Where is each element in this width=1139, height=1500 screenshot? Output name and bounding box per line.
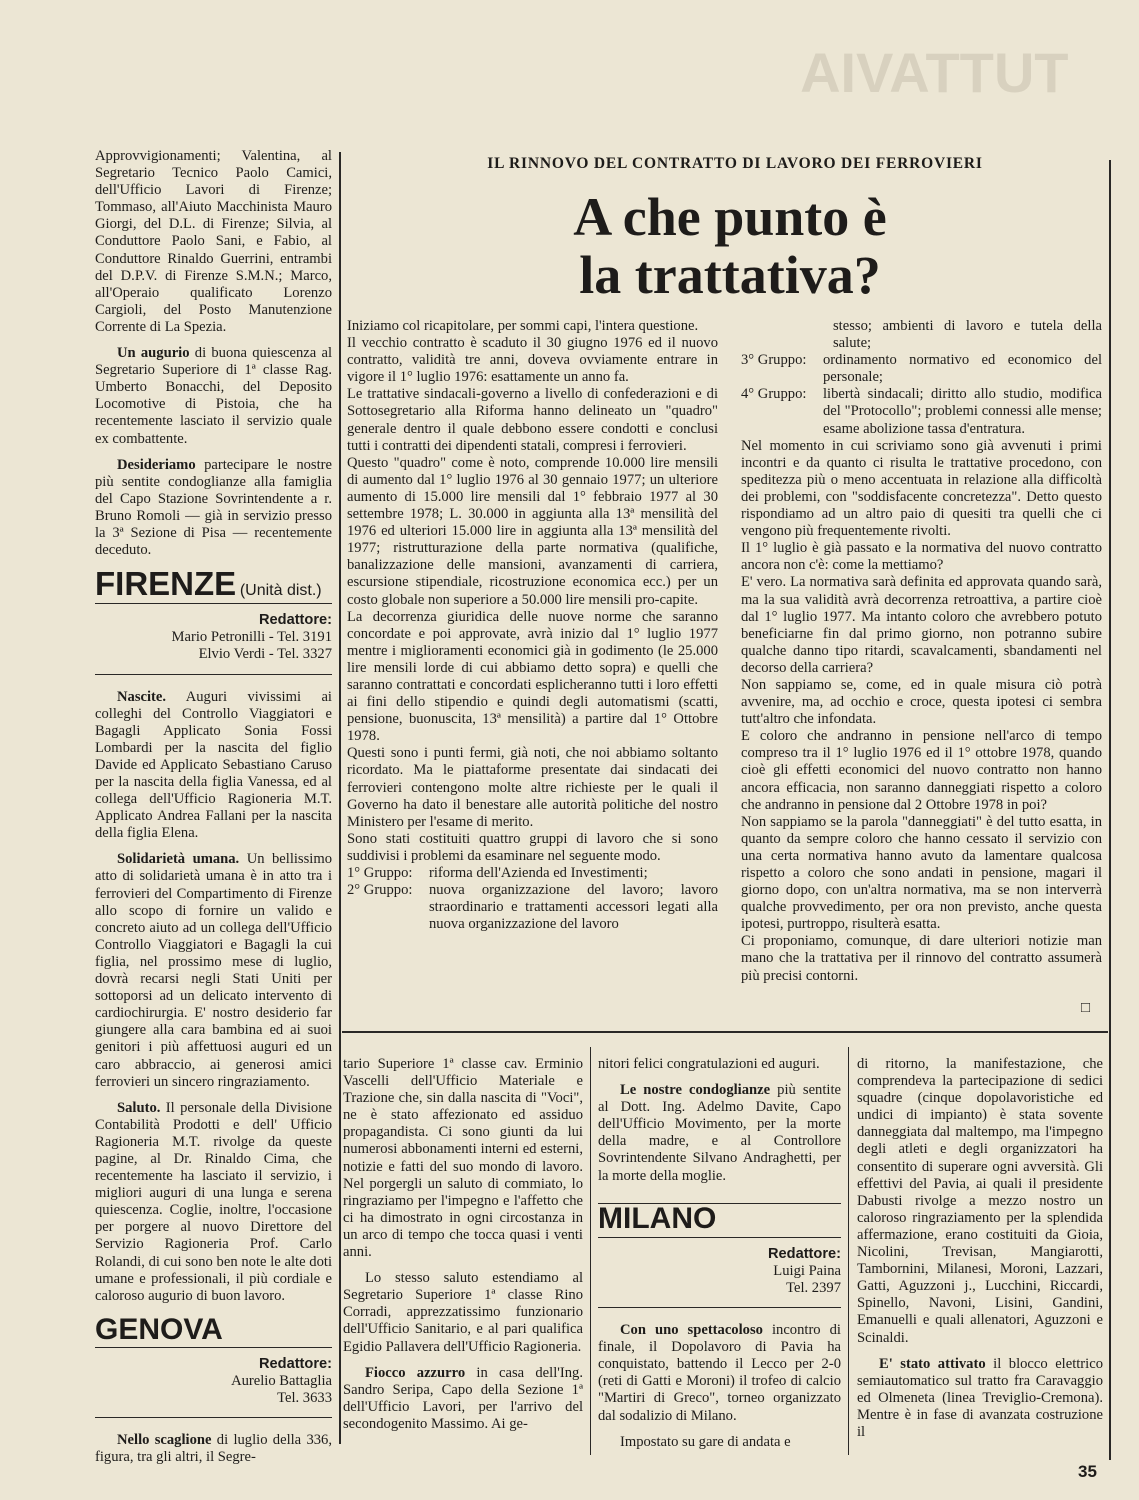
paragraph: Nel momento in cui scriviamo sono già avvenuti i primi incontri e da quanto ci risulta le trattative procedono, con speditezza più o meno accentuata in relazione alla difficoltà dei problemi, con "soddisfacente concretezza". Detto questo rispondiamo ad un altro paio di quesiti tra quelli che ci vengono più frequentemente rivolti.: [741, 437, 1102, 540]
section-header-milano: [598, 1203, 841, 1238]
editor-label: Redattore:: [259, 1355, 332, 1372]
editor-name: Aurelio Battaglia: [231, 1373, 332, 1389]
paragraph: di ritorno, la manifestazione, che comprendeva la partecipazione di sedici squadre (cinque dopolavoristiche ed undici di impianto) è stata sovente danneggiata dal maltempo, ma l'impegno degli atleti e degli organizzatori ha consentito di superare ogni avversità. Gli effettivi del Pavia, ai quali il presidente Dabusti rivolge a mezzo nostro un caloroso ringraziamento per la splendida affermazione, erano costituiti da Gioia, Nicolini, Trevisan, Mangiarotti, Tambornini, Milanesi, Moroni, Lazzari, Gatti, Aguzzoni j., Lucchini, Riccardi, Spinello, Navoni, Lisini, Gandini, Emanuelli e quali allenatori, Aguzzoni e Scinaldi.: [857, 1056, 1103, 1346]
bottom-column-3: [857, 1056, 1103, 1441]
lead-in: Fiocco azzurro: [365, 1364, 466, 1381]
paragraph: Un augurio di buona quiescenza al Segretario Superiore di 1ª classe Rag. Umberto Bonacchi, del Deposito Locomotive di Pistoia, che ha recentemente lasciato il servizio quale ex combattente.: [95, 345, 333, 447]
group-item: [347, 865, 718, 882]
group-label: 3° Gruppo:: [741, 352, 807, 369]
page-number: 35: [1078, 1462, 1097, 1481]
paragraph: Non sappiamo se, come, ed in quale misura ciò potrà avvenire, ma, ad occhio e croce, questa ipotesi ci sembra tutt'altro che infondata.: [741, 676, 1102, 728]
section-header-genova: [95, 1312, 332, 1348]
article-bottom-rule: [342, 1031, 1108, 1033]
article-kicker: IL RINNOVO DEL CONTRATTO DI LAVORO DEI FERROVIERI: [487, 155, 983, 172]
lead-in: Un augurio: [117, 345, 190, 362]
paragraph: Lo stesso saluto estendiamo al Segretario Superiore 1ª classe Rino Corradi, apprezzatissimo funzionario dell'Ufficio Sanitario, e al pari qualifica Egidio Pallavera dell'Ufficio Ragioneria.: [343, 1270, 583, 1355]
group-text: nuova organizzazione del lavoro; lavoro straordinario e trattamenti accessori legati alla nuova organizzazione del lavoro: [429, 882, 718, 933]
section-header-firenze: [95, 565, 332, 604]
paragraph: Il vecchio contratto è scaduto il 30 giugno 1976 ed il nuovo contratto, validità tre anni, doveva ovviamente entrare in vigore il 1° luglio 1976: esattamente un anno fa.: [347, 335, 718, 386]
paragraph: Iniziamo col ricapitolare, per sommi capi, l'intera questione.: [347, 318, 699, 334]
group-label: 1° Gruppo:: [347, 865, 413, 881]
group-item: [741, 386, 1102, 437]
column-rule: [1109, 160, 1111, 1460]
group-text: ordinamento normativo ed economico del personale;: [823, 352, 1102, 386]
lead-in: Nascite.: [117, 688, 167, 705]
paragraph: E' vero. La normativa sarà definita ed approvata quando sarà, ma la sua validità avrà decorrenza retroattiva, a partire cioè dal 1° luglio 1977. Ma intanto coloro che avrebbero potuto beneficiarne fin dal primo giorno, non potranno subire qualche danno tipo ritardi, scavalcamenti, sbandamenti nel decorso della carriera?: [741, 574, 1102, 676]
paragraph: Fiocco azzurro in casa dell'Ing. Sandro Seripa, Capo della Sezione 1ª dell'Ufficio Lavori, per l'arrivo del secondogenito Massimo. Ai ge-: [343, 1364, 583, 1432]
paragraph: E coloro che andranno in pensione nell'arco di tempo compreso tra il 1° luglio 1976 ed il 1° ottobre 1978, quando cioè gli effetti economici del nuovo contratto non hanno ancora efficacia, non saranno danneggiati rispetto a coloro che andranno in pensione dal 2 Ottobre 1978 in poi?: [741, 728, 1102, 813]
paragraph: tario Superiore 1ª classe cav. Erminio Vascelli dell'Ufficio Materiale e Trazione che, sin dalla nascita di "Voci", ne è stato affezionato ed assiduo propagandista. Ci sono giunti da lui numerosi abbonamenti interni ed esterni, notizie e fatti del suo mondo di lavoro. Nel porgergli un saluto di commiato, lo ringraziamo per l'impegno e l'affetto che ci ha dimostrato in ogni circostanza in un arco di tempo che tocca quasi i venti anni.: [343, 1056, 583, 1261]
group-text: riforma dell'Azienda ed Investimenti;: [429, 865, 648, 881]
section-title: GENOVA: [95, 1312, 223, 1346]
group-item: [347, 882, 718, 933]
left-column: [95, 148, 332, 1466]
editor-box-genova: [95, 1356, 332, 1418]
paragraph: Le trattative sindacali-governo a livello di confederazioni e di Sottosegretario alla Riforma hanno delineato un "quadro" generale dentro il quale debbono essere condotti e conclusi tutti i contratti dei dipendenti statali, compresi i ferrovieri.: [347, 386, 718, 454]
paragraph: E' stato attivato il blocco elettrico semiautomatico sul tratto fra Caravaggio ed Olmeneta (linea Treviglio-Cremona). Mentre è in fase di avanzata costruzione il: [857, 1355, 1103, 1440]
article-column-left: [347, 318, 718, 933]
section-title: FIRENZE: [95, 565, 237, 603]
end-mark-icon: □: [1081, 1000, 1091, 1016]
group-item: [741, 352, 1102, 386]
paragraph: Il 1° luglio è già passato e la normativa del nuovo contratto ancora non c'è: come la mettiamo?: [741, 540, 1102, 574]
column-rule: [848, 1047, 849, 1455]
show-through-text: TUTTAVIA: [800, 41, 1069, 104]
editor-box-milano: [598, 1246, 841, 1308]
paragraph: stesso; ambienti di lavoro e tutela della salute;: [833, 318, 1102, 352]
paragraph: Nello scaglione di luglio della 336, figura, tra gli altri, il Segre-: [95, 1432, 332, 1466]
paragraph: Nascite. Auguri vivissimi ai colleghi del Controllo Viaggiatori e Bagagli Applicato Sonia Fossi Lombardi per la nascita del figlio Davide ed Applicato Sebastiano Caruso per la nascita della figlia Vanessa, ed al collega dell'Ufficio Ragioneria M.T. Applicato Andrea Fallani per la nascita della figlia Elena.: [95, 688, 332, 842]
paragraph: Approvvigionamenti; Valentina, al Segretario Tecnico Paolo Camici, dell'Ufficio Lavori di Firenze; Tommaso, all'Aiuto Macchinista Mauro Giorgi, del D.L. di Firenze; Silvia, al Conduttore Paolo Sani, e Fabio, al Conduttore Rinaldo Guerrini, entrambi del D.P.V. di Firenze S.M.N.; Marco, all'Operaio qualificato Lorenzo Cargioli, del Posto Manutenzione Corrente di La Spezia.: [95, 148, 332, 335]
paragraph: Impostato su gare di andata e: [620, 1433, 791, 1450]
section-title: MILANO: [598, 1201, 717, 1235]
paragraph: La decorrenza giuridica delle nuove norme che saranno concordate e poi approvate, avrà inizio dal 1° luglio 1977 mentre i miglioramenti economici già in godimento (le 25.000 lire mensili lorde di cui abbiamo detto sopra) e quelli che saranno contrattati e concordati esplicheranno tutti i loro effetti ai fini dello stipendio e quindi degli automatismi (scatti, pensione, buonuscita, 13ª mensilità) a partire dal 1° Ottobre 1978.: [347, 608, 718, 745]
paragraph: nitori felici congratulazioni ed auguri.: [598, 1056, 820, 1072]
lead-in: E' stato attivato: [879, 1355, 986, 1372]
editor-name: Elvio Verdi - Tel. 3327: [198, 646, 332, 663]
editor-name: Tel. 2397: [786, 1279, 841, 1296]
lead-in: Con uno spettacoloso: [620, 1322, 763, 1339]
editor-name: Mario Petronilli - Tel. 3191: [171, 629, 332, 646]
paragraph: Con uno spettacoloso incontro di finale, il Dopolavoro di Pavia ha conquistato, battendo il Lecco per 2-0 (reti di Gatti e Moroni) il trofeo di calcio "Martiri di Greco", torneo organizzato dal sodalizio di Milano.: [598, 1322, 841, 1424]
editor-label: Redattore:: [259, 612, 332, 629]
lead-in: Solidarietà umana.: [117, 851, 240, 868]
paragraph: Questi sono i punti fermi, già noti, che noi abbiamo soltanto ricordato. Ma le piattaforme presentate dai sindacati dei ferrovieri contengono molte altre richieste per le quali il Governo ha dato il benestare alle autorità politiche del nostro Ministero per l'esame di merito.: [347, 745, 718, 830]
paragraph: Sono stati costituiti quattro gruppi di lavoro che si sono suddivisi i problemi da esaminare nel seguente modo.: [347, 830, 718, 864]
paragraph: Desideriamo partecipare le nostre più sentite condoglianze alla famiglia del Capo Stazione Sovrintendente a r. Bruno Romoli — già in servizio presso la 3ª Sezione di Pisa — recentemente deceduto.: [95, 456, 332, 559]
section-subtitle: (Unità dist.): [239, 582, 322, 600]
paragraph: Ci proponiamo, comunque, di dare ulteriori notizie man mano che la trattativa per il rinnovo del contratto assumerà più precisi contorni.: [741, 933, 1102, 984]
group-label: 2° Gruppo:: [347, 882, 413, 899]
lead-in: Nello scaglione: [117, 1432, 212, 1449]
column-rule: [590, 1047, 591, 1455]
paragraph: Non sappiamo se la parola "danneggiati" è del tutto esatta, in quanto da sempre coloro che hanno cessato il servizio con una certa normativa hanno avuto da lamentare qualcosa rispetto a coloro che sono andati in pensione, magari il giorno dopo, con un'altra normativa, ma se non interverrà qualche provvedimento, per ora non previsto, anche questa ipotesi, purtroppo, risulterà esatta.: [741, 813, 1102, 933]
paragraph: Questo "quadro" come è noto, comprende 10.000 lire mensili di aumento dal 1° luglio 1976 al 30 gennaio 1977; un ulteriore aumento di 15.000 lire mensili dal 1° febbraio 1977 al 30 settembre 1978; L. 30.000 in aggiunta alla 13ª mensilità del 1976 ed ulteriori 15.000 lire in aggiunta alla 13ª mensilità del 1977; ristrutturazione della parte normativa (qualifiche, banalizzazione delle mansioni, avanzamenti di carriera, escursione stipendiale, ricostruzione economica ecc.) per un costo globale non superiore a 50.000 lire mensili pro-capite.: [347, 454, 718, 608]
editor-name: Luigi Paina: [773, 1262, 841, 1279]
title-line: la trattativa?: [579, 245, 881, 305]
paragraph: Solidarietà umana. Un bellissimo atto di solidarietà umana è in atto tra i ferrovieri del Compartimento di Firenze allo scopo di fornire un valido e concreto aiuto ad un collega dell'Ufficio Controllo Viaggiatori e Bagagli la cui figlia, nel prossimo mese di luglio, dovrà recarsi negli Stati Uniti per sottoporsi ad un delicato intervento di cardiochirurgia. E' nostro desiderio far giungere alla cara bambina ed ai suoi genitori i più affettuosi auguri ed un caro abbraccio, ai generosi amici ferrovieri un sincero ringraziamento.: [95, 851, 332, 1090]
article-title: [520, 188, 940, 304]
title-line: A che punto è: [573, 187, 887, 247]
article-column-right: [741, 318, 1102, 985]
editor-name: Tel. 3633: [277, 1390, 332, 1407]
lead-in: Desideriamo: [117, 456, 196, 473]
column-rule: [339, 152, 341, 1444]
editor-label: Redattore:: [768, 1245, 841, 1262]
group-label: 4° Gruppo:: [741, 386, 807, 403]
lead-in: Le nostre condoglianze: [620, 1082, 771, 1099]
bottom-column-2: [598, 1056, 841, 1451]
group-text: libertà sindacali; diritto allo studio, modifica del "Protocollo"; problemi connessi alle mense; esame abolizione tassa d'entratura.: [823, 386, 1102, 437]
bottom-column-1: [343, 1056, 583, 1433]
lead-in: Saluto.: [117, 1099, 161, 1116]
editor-box-firenze: [95, 612, 332, 674]
paragraph: Saluto. Il personale della Divisione Contabilità Prodotti e dell' Ufficio Ragioneria M.T. rivolge da queste pagine, al Dr. Rinaldo Cima, che recentemente ha lasciato il servizio, i migliori auguri di una lunga e serena quiescenza. Coglie, inoltre, l'occasione per porgere al nuovo Direttore del Servizio Ragioneria Prof. Carlo Rolandi, di cui sono ben note le alte doti umane e professionali, il più cordiale e caloroso augurio di buon lavoro.: [95, 1099, 332, 1304]
paragraph: Le nostre condoglianze più sentite al Dott. Ing. Adelmo Davite, Capo dell'Ufficio Movimento, per la morte della madre, e al Controllore Sovrintendente Silvano Andraghetti, per la morte della moglie.: [598, 1082, 841, 1184]
